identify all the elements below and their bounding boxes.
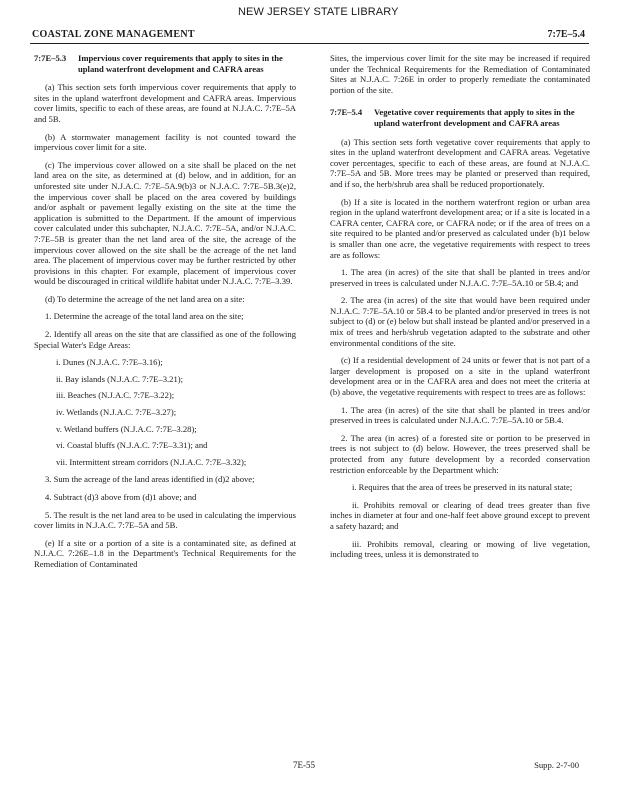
paragraph-c2ii: ii. Prohibits removal or clearing of dead trees greater than five inches in diameter at four and one-half feet above ground except to prevent a safety hazard; and xyxy=(330,499,590,531)
paragraph-b1: 1. The area (in acres) of the site that shall be planted in trees and/or preserved in trees is calculated under N.J.A.C. 7:7E–5A.10 or 5B.4; and xyxy=(330,267,590,288)
section-heading xyxy=(330,107,590,128)
section-number: 7:7E–5.4 xyxy=(330,107,363,118)
area-item: v. Wetland buffers (N.J.A.C. 7:7E–3.28); xyxy=(56,423,197,434)
paragraph-b2: 2. The area (in acres) of the site that would have been required under N.J.A.C. 7:7E–5A.10 or 5B.4 to be planted and/or preserved in trees is not subject to (d) or (e) below but shall instead be planted and/or preserved in a mix of trees and herb/shrub vegetation adapted to the substrate and other environmental conditions of the site. xyxy=(330,295,590,348)
supplement-date: Supp. 2-7-00 xyxy=(534,760,579,770)
paragraph-d1: 1. Determine the acreage of the total land area on the site; xyxy=(45,311,244,322)
area-item: iii. Beaches (N.J.A.C. 7:7E–3.22); xyxy=(56,390,175,401)
paragraph-a: (a) This section sets forth vegetative cover requirements that apply to sites in the upland waterfront development and CAFRA areas. Vegetative cover percentages, specific to each of these areas, are found at N.J.A.C. 7:7E–5A and 5B. More trees may be planted or preserved than required, and if so, the herb/shrub area shall be reduced proportionately. xyxy=(330,136,590,189)
paragraph-d: (d) To determine the acreage of the net land area on a site: xyxy=(45,293,245,304)
paragraph-d5: 5. The result is the net land area to be used in calculating the impervious cover limits in N.J.A.C. 7:7E–5A and 5B. xyxy=(34,509,296,531)
paragraph-d2: 2. Identify all areas on the site that are classified as one of the following Special Water's Edge Areas: xyxy=(34,329,296,350)
paragraph-c2i: i. Requires that the area of trees be preserved in its natural state; xyxy=(352,482,573,493)
paragraph-continued: Sites, the impervious cover limit for the site may be increased if required under the Technical Requirements for the Remediation of Contaminated Sites at N.J.A.C. 7:26E in order to properly remediate the contaminated portion of the site. xyxy=(330,53,590,95)
area-item: vi. Coastal bluffs (N.J.A.C. 7:7E–3.31); and xyxy=(56,440,208,451)
left-column xyxy=(34,53,296,577)
paragraph-c: (c) The impervious cover allowed on a site shall be placed on the net land area on the site, as determined at (d) below, and in addition, for an unforested site under N.J.A.C. 7:7E–5A.9(b)3 or N.J.A.C. 7:7E–5B.3(e)2, the impervious cover shall be placed on the area covered by buildings and/or asphalt or pavement legally existing on the site at the time the application is submitted to the Department. If the amount of impervious cover calculated under this subchapter, N.J.A.C. 7:7E–5A, and/or N.J.A.C. 7:7E–5B is greater than the net land area of the site, the acreage of the impervious cover allowed on the site shall be the acreage of the net land area. The placement of impervious cover may be further restricted by other provisions in this chapter. For example, placement of impervious cover would be discouraged in critical wildlife habitat under N.J.A.C. 7:7E–3.39. xyxy=(34,159,296,287)
area-item: iv. Wetlands (N.J.A.C. 7:7E–3.27); xyxy=(56,407,177,418)
paragraph-d4: 4. Subtract (d)3 above from (d)1 above; and xyxy=(45,492,197,502)
running-header-title: COASTAL ZONE MANAGEMENT xyxy=(32,29,195,40)
paragraph-a: (a) This section sets forth impervious cover requirements that apply to sites in the upland waterfront development and CAFRA areas. Impervious cover limits, specific to each of these areas, are found at N.J.A.C. 7:7E–5A and 5B. xyxy=(34,82,296,124)
header-rule xyxy=(30,43,589,44)
area-item: i. Dunes (N.J.A.C. 7:7E–3.16); xyxy=(56,357,163,368)
paragraph-b: (b) A stormwater management facility is not counted toward the impervious cover limit for a site. xyxy=(34,131,296,153)
area-item: vii. Intermittent stream corridors (N.J.A.C. 7:7E–3.32); xyxy=(56,456,247,467)
running-header-section: 7:7E–5.4 xyxy=(547,29,585,40)
paragraph-c2: 2. The area (in acres) of a forested site or portion to be preserved in trees is not subject to (d) below. However, the trees preserved shall be protected from any future development by a recorded conservation restriction enforceable by the Department which: xyxy=(330,432,590,475)
right-column xyxy=(330,53,590,567)
section-title: Impervious cover requirements that apply to sites in the upland waterfront development and CAFRA areas xyxy=(78,53,283,74)
paragraph-c2iii: iii. Prohibits removal, clearing or mowing of live vegetation, including trees, unless it is demonstrated to xyxy=(330,538,590,560)
area-item: ii. Bay islands (N.J.A.C. 7:7E–3.21); xyxy=(56,373,183,384)
section-number: 7:7E–5.3 xyxy=(34,53,67,63)
page-number: 7E-55 xyxy=(293,760,315,770)
library-stamp: NEW JERSEY STATE LIBRARY xyxy=(238,6,399,18)
paragraph-c: (c) If a residential development of 24 units or fewer that is not part of a larger development is proposed on a site in the upland waterfront development area or in the CAFRA area and does not meet the criteria at (b) above, the vegetative requirements with respect to trees are as follows: xyxy=(330,355,590,398)
section-heading xyxy=(34,53,296,74)
paragraph-c1: 1. The area (in acres) of the site that shall be planted in trees and/or preserved in trees is calculated under N.J.A.C. 7:7E–5A.10 or 5B.4. xyxy=(330,404,590,426)
paragraph-e: (e) If a site or a portion of a site is a contaminated site, as defined at N.J.A.C. 7:26E–1.8 in the Department's Technical Requirements for the Remediation of Contaminated xyxy=(34,537,296,569)
paragraph-b: (b) If a site is located in the northern waterfront region or urban area region in the upland waterfront development area; or if a site is located in a CAFRA center, CAFRA core, or CAFRA node; or if the area of trees on a site required to be planted and/or preserved as calculated under (b)1 below is smaller than one acre, the vegetative requirements with respect to trees are as follows: xyxy=(330,196,590,260)
paragraph-d3: 3. Sum the acreage of the land areas identified in (d)2 above; xyxy=(45,474,255,485)
section-title: Vegetative cover requirements that apply to sites in the upland waterfront development and CAFRA areas xyxy=(374,107,575,128)
